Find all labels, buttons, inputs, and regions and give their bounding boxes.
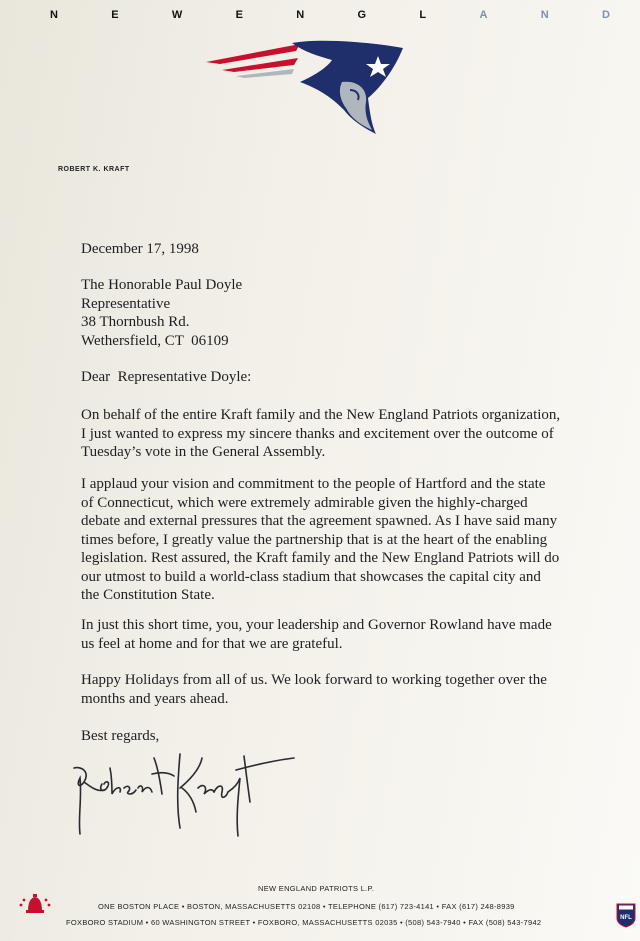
recipient-address xyxy=(81,276,242,350)
address-line: The Honorable Paul Doyle xyxy=(81,277,243,293)
brand-letter: N xyxy=(540,9,549,21)
address-line: Representative xyxy=(81,295,171,312)
sender-name: ROBERT K. KRAFT xyxy=(58,166,130,173)
body-paragraph: On behalf of the entire Kraft family and the New England Patriots organization, I just wanted to express my sincere thanks and excitement over the outcome of Tuesday’s vote in the General Assembly. xyxy=(81,407,561,460)
closing: Best regards, xyxy=(81,728,160,744)
patriots-logo-icon xyxy=(200,34,410,144)
footer-foxboro-address: FOXBORO STADIUM • 60 WASHINGTON STREET • FOXBORO, MASSACHUSETTS 02035 • (508) 543-7940 • FAX (508) 543-7942 xyxy=(66,918,542,927)
body-paragraph: I applaud your vision and commitment to the people of Hartford and the state of Connecticut, which were extremely admirable given the highly-charged debate and external pressures that the agreement spawned. As I have said many times before, I greatly value the partnership that is at the heart of the enabling legislation. Rest assured, the Kraft family and the New England Patriots will do our utmost to build a world-class stadium that showcases the capital city and the Constitution State. xyxy=(81,476,560,603)
letter-date: December 17, 1998 xyxy=(81,241,199,257)
brand-letter: L xyxy=(419,9,427,21)
brand-letter: D xyxy=(602,9,610,21)
brand-letter: N xyxy=(50,9,58,21)
address-line: Wethersfield, CT 06109 xyxy=(81,332,229,349)
brand-letter: E xyxy=(235,9,243,21)
footer-company: NEW ENGLAND PATRIOTS L.P. xyxy=(258,884,375,893)
nfl-shield-icon xyxy=(616,902,636,933)
salutation: Dear Representative Doyle: xyxy=(81,369,252,385)
body-paragraph: Happy Holidays from all of us. We look forward to working together over the months and years ahead. xyxy=(81,672,547,707)
brand-letter: G xyxy=(357,9,367,21)
brand-letter: A xyxy=(479,9,488,21)
address-line: 38 Thornbush Rd. xyxy=(81,314,190,330)
svg-text:NFL: NFL xyxy=(620,915,632,921)
brand-letter: E xyxy=(111,9,119,21)
brand-letter: W xyxy=(171,9,183,21)
brand-letter: N xyxy=(296,9,305,21)
body-paragraph: In just this short time, you, your leadership and Governor Rowland have made us feel at home and for that we are grateful. xyxy=(81,617,552,652)
letterhead-brand xyxy=(50,9,610,21)
footer-boston-address: ONE BOSTON PLACE • BOSTON, MASSACHUSETTS 02108 • TELEPHONE (617) 723-4141 • FAX (617) 248-8939 xyxy=(98,902,515,911)
handwritten-signature xyxy=(68,748,298,843)
liberty-bell-icon xyxy=(17,893,53,920)
